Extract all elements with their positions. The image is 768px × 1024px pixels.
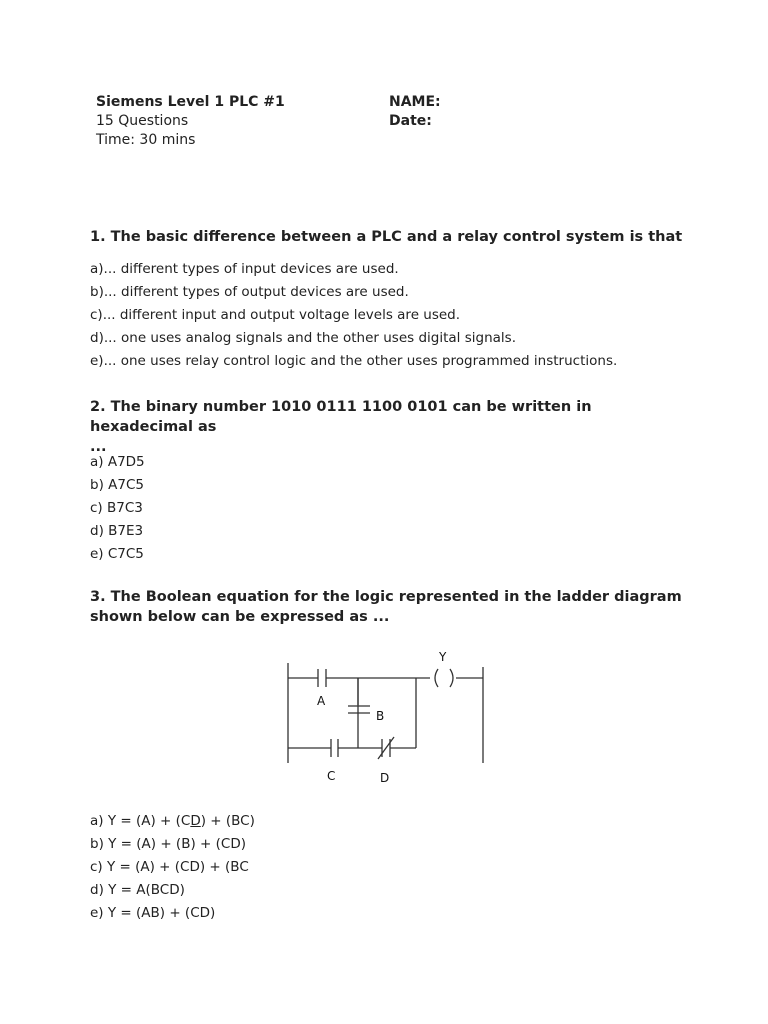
name-label: NAME: [389,94,441,110]
option-1c: c)... different input and output voltage levels are used. [90,307,461,323]
time-limit: Time: 30 mins [96,132,196,148]
date-label: Date: [389,113,432,129]
question-2 [90,397,690,457]
label-a: A [317,694,326,708]
option-2c: c) B7C3 [90,500,143,516]
label-c: C [327,769,336,783]
output-coil-y [435,669,438,687]
label-d: D [380,771,390,785]
option-3d: d) Y = A(BCD) [90,882,185,898]
exam-header [96,93,285,150]
question-2-options [90,451,145,566]
question-3-line-2: shown below can be expressed as ... [90,609,390,625]
question-2-line-1: 2. The binary number 1010 0111 1100 0101 can be written in hexadecimal as [90,399,592,435]
question-1: 1. The basic difference between a PLC and a relay control system is that [90,229,683,245]
option-3e: e) Y = (AB) + (CD) [90,905,216,921]
option-1a: a)... different types of input devices are used. [90,261,399,277]
option-2e: e) C7C5 [90,546,144,562]
question-3 [90,587,690,627]
option-3c: c) Y = (A) + (CD) + (BC [90,859,249,875]
option-2d: d) B7E3 [90,523,144,539]
label-b: B [376,709,385,723]
ladder-diagram [258,645,508,790]
option-1d: d)... one uses analog signals and the other uses digital signals. [90,330,516,346]
exam-title: Siemens Level 1 PLC #1 [96,94,285,110]
option-2b: b) A7C5 [90,477,144,493]
label-y: Y [439,650,447,664]
option-3b: b) Y = (A) + (B) + (CD) [90,836,246,852]
question-3-line-1: 3. The Boolean equation for the logic represented in the ladder diagram [90,589,682,605]
question-3-options [90,810,255,925]
option-3a: a) Y = (A) + (CD) + (BC) [90,813,255,829]
option-1e: e)... one uses relay control logic and the other uses programmed instructions. [90,353,618,369]
student-info [389,93,441,131]
question-2-line-2: ... [90,439,107,455]
question-1-options [90,258,617,373]
question-count: 15 Questions [96,113,189,129]
option-1b: b)... different types of output devices are used. [90,284,409,300]
option-2a: a) A7D5 [90,454,145,470]
